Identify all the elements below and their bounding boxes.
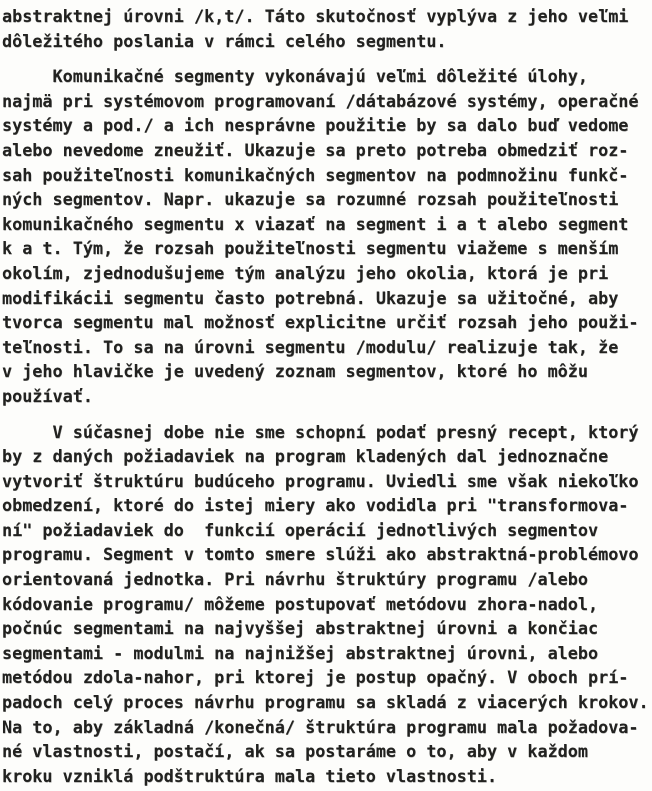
text-line: metódou zdola-nahor, pri ktorej je postup opačný. V oboch prí- [2, 667, 629, 688]
text-line: systémy a pod./ a ich nesprávne použitie by sa dalo buď vedome [2, 115, 629, 136]
text-line: alebo nevedome zneužiť. Ukazuje sa preto potreba obmedziť roz- [2, 139, 629, 160]
text-line: né vlastnosti, postačí, ak sa postaráme o to, aby v každom [2, 741, 588, 762]
text-line: komunikačného segmentu x viazať na segment i a t alebo segment [2, 213, 629, 234]
text-line: sah použiteľnosti komunikačných segmentov na podmnožinu funkč- [2, 164, 629, 185]
text-line: teľnosti. To sa na úrovni segmentu /modulu/ realizuje tak, že [2, 336, 619, 357]
text-line: abstraktnej úrovni /k,t/. Táto skutočnosť vyplýva z jeho veľmi [2, 6, 629, 26]
paragraph-3 [2, 420, 652, 789]
text-line: k a t. Tým, že rozsah použiteľnosti segmentu viažeme s menším [2, 238, 619, 259]
text-line: segmentami - modulmi na najnižšej abstraktnej úrovni, alebo [2, 642, 599, 663]
text-line: používať. [2, 385, 93, 406]
text-line: V súčasnej dobe nie sme schopní podať presný recept, ktorý [2, 421, 639, 442]
text-line: padoch celý proces návrhu programu sa skladá z viacerých krokov. [2, 692, 649, 713]
paragraph-2 [2, 64, 652, 408]
text-line: Komunikačné segmenty vykonávajú veľmi dôležité úlohy, [2, 66, 588, 87]
text-line: ní" požiadaviek do funkcií operácií jednotlivých segmentov [2, 519, 599, 540]
text-line: najmä pri systémovom programovaní /dátabázové systémy, operačné [2, 90, 639, 111]
text-line: obmedzení, ktoré do istej miery ako vodidla pri "transformova- [2, 495, 629, 516]
text-line: modifikácii segmentu často potrebná. Ukazuje sa užitočné, aby [2, 287, 619, 308]
paragraph-1 [2, 4, 652, 53]
text-line: orientovaná jednotka. Pri návrhu štruktúry programu /alebo [2, 569, 588, 590]
text-line: tvorca segmentu mal možnosť explicitne určiť rozsah jeho použi- [2, 312, 639, 333]
text-line: dôležitého poslania v rámci celého segmentu. [2, 30, 447, 51]
text-line: kroku vzniklá podštruktúra mala tieto vlastnosti. [2, 765, 498, 786]
text-line: Na to, aby základná /konečná/ štruktúra programu mala požadova- [2, 716, 639, 737]
text-line: počnúc segmentami na najvyššej abstraktnej úrovni a končiac [2, 618, 599, 639]
text-line: vytvoriť štruktúru budúceho programu. Uviedli sme však niekoľko [2, 470, 639, 491]
text-line: ných segmentov. Napr. ukazuje sa rozumné rozsah použiteľnosti [2, 189, 619, 210]
text-line: kódovanie programu/ môžeme postupovať metódovu zhora-nadol, [2, 593, 599, 614]
text-line: v jeho hlavičke je uvedený zoznam segmentov, ktoré ho môžu [2, 361, 588, 382]
text-line: programu. Segment v tomto smere slúži ako abstraktná-problémovo [2, 544, 639, 565]
text-line: by z daných požiadaviek na program kladených dal jednoznačne [2, 446, 609, 467]
text-line: okolím, zjednodušujeme tým analýzu jeho okolia, ktorá je pri [2, 262, 609, 283]
